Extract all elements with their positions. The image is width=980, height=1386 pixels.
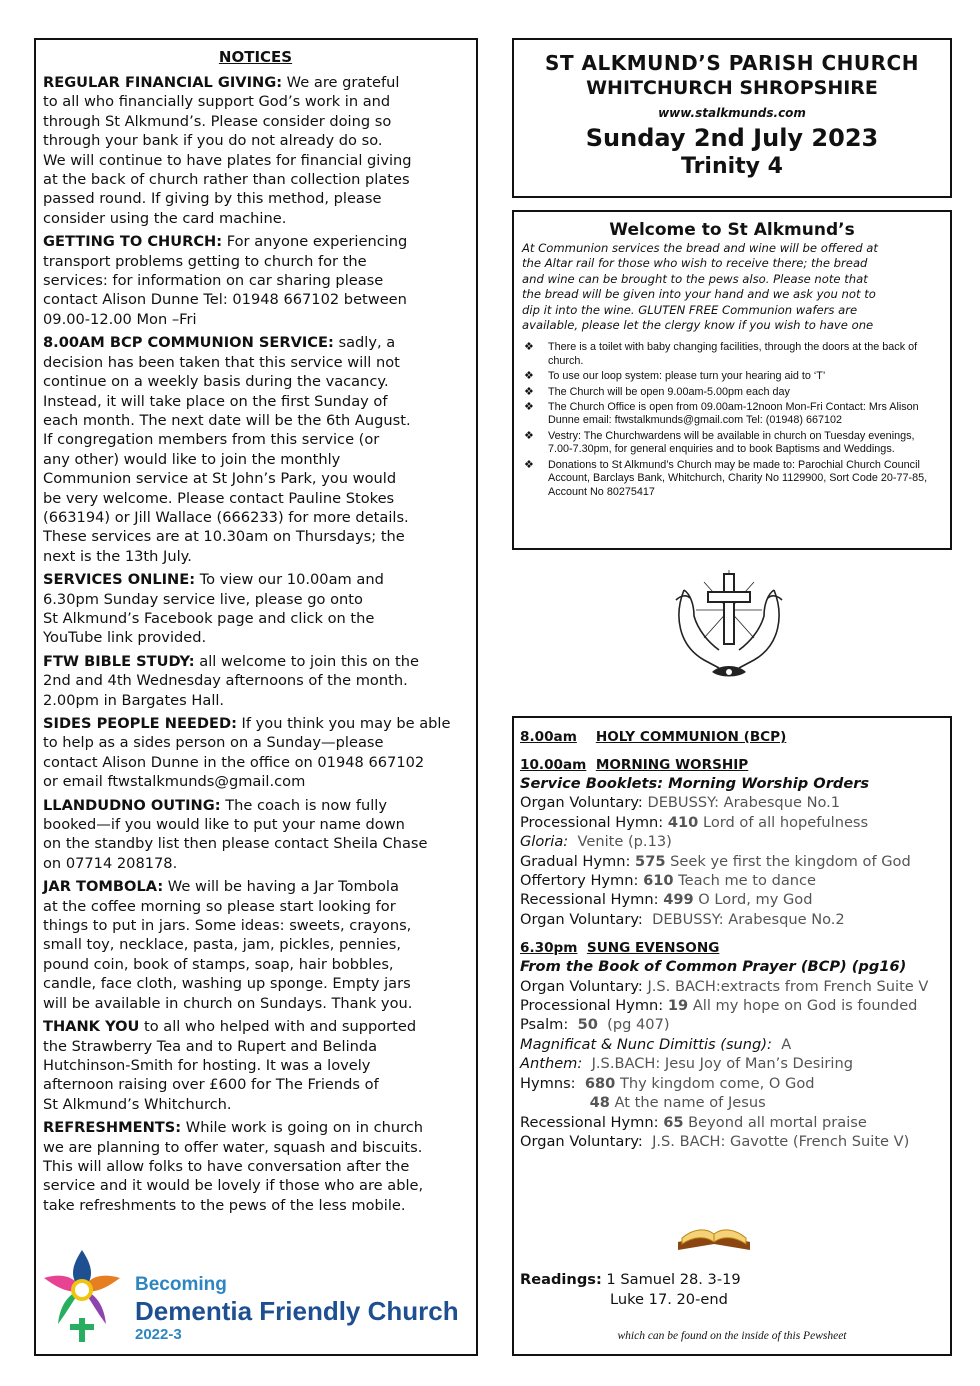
bullet-icon: ❖: [524, 370, 534, 383]
bullet-icon: ❖: [524, 429, 534, 442]
order-text: DEBUSSY: Arabesque No.1: [647, 794, 841, 812]
service-order-row: [520, 871, 944, 890]
notice-line: be very welcome. Please contact Pauline Stokes: [43, 489, 395, 507]
notice-line: on 07714 208178.: [43, 854, 178, 872]
website-link[interactable]: www.stalkmunds.com: [658, 106, 806, 120]
order-text: Teach me to dance: [673, 872, 817, 890]
order-text: Thy kingdom come, O God: [615, 1074, 815, 1092]
cross-hands-icon: [664, 560, 794, 690]
service-order-row: [520, 813, 944, 832]
notice-line: These services are at 10.30am on Thursdays; the: [43, 528, 405, 546]
order-label: [520, 1094, 590, 1111]
order-text: A: [771, 1035, 792, 1053]
service-order-row: [520, 1113, 944, 1132]
notice-line: the Strawberry Tea and to Rupert and Belinda: [43, 1037, 378, 1055]
evensong-order: [520, 977, 944, 1152]
notice-line: While work is going on in church: [181, 1119, 424, 1137]
notice-line: Instead, it will take place on the first Sunday of: [43, 392, 388, 410]
order-text: O Lord, my God: [693, 891, 813, 909]
hymn-number: 50: [577, 1016, 598, 1034]
welcome-intro-line: dip it into the wine. GLUTEN FREE Communion wafers are: [522, 302, 858, 317]
notice-line: St Alkmund’s Whitchurch.: [43, 1095, 232, 1113]
notice-line: If you think you may be able: [236, 715, 451, 732]
hymn-number: 575: [635, 852, 666, 870]
notice-title: THANK YOU: [43, 1018, 140, 1036]
welcome-bullets: [522, 341, 942, 498]
service-name: MORNING WORSHIP: [595, 757, 749, 773]
welcome-bullet-text: There is a toilet with baby changing facilities, through the doors at the back of church.: [548, 341, 918, 367]
order-text: Venite (p.13): [568, 833, 672, 851]
welcome-bullet-text: Donations to St Alkmund’s Church may be made to: Parochial Church Council Account, Barclays Bank, Whitchurch, Charity No 1129900, Sort Code 20-77-85, Account No 80275417: [548, 458, 928, 498]
notice-line: take refreshments to the pews of the less mobile.: [43, 1196, 406, 1214]
welcome-intro-line: and wine can be brought to the pews also. Please note that: [522, 271, 868, 286]
service-morning-worship: [520, 756, 944, 774]
welcome-bullet: [522, 459, 942, 499]
hymn-number: 680: [584, 1074, 616, 1092]
notice-line: passed round. If giving by this method, please: [43, 190, 382, 208]
notice-line: The coach is now fully: [220, 796, 387, 814]
notice-line: We are grateful: [282, 74, 400, 91]
notice-line: YouTube link provided.: [43, 629, 207, 647]
order-label: Anthem:: [520, 1055, 583, 1073]
notices-heading: NOTICES: [218, 48, 293, 66]
reading-2: Luke 17. 20-end: [610, 1291, 728, 1308]
order-text: All my hope on God is founded: [688, 997, 918, 1015]
notice-line: service and it would be lovely if those who are able,: [43, 1177, 424, 1195]
service-order-row: [520, 996, 944, 1015]
notice-title: JAR TOMBOLA:: [43, 878, 164, 896]
service-name: SUNG EVENSONG: [586, 940, 720, 957]
notice-line: afternoon raising over £600 for The Friends of: [43, 1076, 379, 1094]
notice-item: [43, 333, 468, 566]
order-label: Gloria:: [520, 833, 569, 851]
welcome-bullet: [522, 401, 942, 428]
notice-line: (663194) or Jill Wallace (666233) for more details.: [43, 508, 409, 526]
service-evensong: [520, 939, 944, 957]
welcome-bullet-text: The Church Office is open from 09.00am-12noon Mon-Fri Contact: Mrs Alison Dunne email: ftwstalkmunds@gmail.com Tel: (01948) 667102: [548, 401, 919, 427]
notice-item: [43, 570, 468, 648]
service-name: HOLY COMMUNION (BCP): [595, 729, 787, 745]
order-label: Psalm:: [520, 1016, 578, 1034]
order-label: Organ Voluntary:: [520, 1132, 653, 1150]
order-label: Recessional Hymn:: [520, 891, 664, 909]
notice-line: 2.00pm in Bargates Hall.: [43, 691, 225, 709]
service-subtitle: Service Booklets: Morning Worship Orders: [520, 775, 870, 792]
welcome-panel: [512, 210, 952, 550]
order-text: J.S. BACH: Gavotte (French Suite V): [652, 1132, 910, 1150]
notice-line: small toy, necklace, pasta, jam, pickles, pennies,: [43, 936, 402, 954]
notice-line: candle, face cloth, washing up sponge. Empty jars: [43, 975, 411, 993]
notice-item: [43, 796, 468, 874]
notice-line: at the coffee morning so please start looking for: [43, 897, 396, 915]
notice-line: on the standby list then please contact Sheila Chase: [43, 835, 428, 853]
bullet-icon: ❖: [524, 341, 534, 354]
notice-line: booked—if you would like to put your name down: [43, 816, 405, 834]
notice-line: will be available in church on Sundays. Thank you.: [43, 994, 413, 1012]
morning-worship-order: [520, 793, 944, 929]
notice-line: things to put in jars. Some ideas: sweets, crayons,: [43, 917, 412, 935]
service-order-row: [520, 1054, 944, 1073]
notice-line: Hutchinson-Smith for hosting. It was a lovely: [43, 1056, 371, 1074]
service-order-row: [520, 852, 944, 871]
welcome-bullet-text: The Church will be open 9.00am-5.00pm each day: [548, 385, 790, 398]
order-label: Processional Hymn:: [520, 813, 668, 831]
notice-item: [43, 714, 468, 792]
service-order-row: [520, 1035, 944, 1054]
notice-line: each month. The next date will be the 6th August.: [43, 411, 411, 429]
notice-item: [43, 877, 468, 1013]
logo-line-2: Dementia Friendly Church: [135, 1296, 459, 1326]
notice-line: services: for information on car sharing please: [43, 272, 384, 290]
hymn-number: 19: [667, 997, 689, 1015]
notice-line: to all who helped with and supported: [139, 1018, 417, 1036]
hymn-number: 499: [663, 891, 694, 909]
notice-line: contact Alison Dunne Tel: 01948 667102 between: [43, 291, 407, 309]
welcome-bullet-text: Vestry: The Churchwardens will be available in church on Tuesday evenings, 7.00-7.30pm, for general enquiries and to book Baptisms and Weddings.: [548, 429, 915, 456]
order-text: Lord of all hopefulness: [698, 813, 869, 831]
notice-item: [43, 652, 468, 710]
welcome-intro-line: At Communion services the bread and wine will be offered at: [522, 241, 878, 255]
service-time: 8.00am: [520, 729, 577, 745]
welcome-bullet: [522, 370, 942, 383]
notice-title: REGULAR FINANCIAL GIVING:: [43, 74, 283, 91]
order-label: Hymns:: [520, 1074, 585, 1092]
notice-title: GETTING TO CHURCH:: [43, 233, 223, 251]
hymn-number: 610: [643, 872, 674, 890]
notice-line: To view our 10.00am and: [195, 571, 384, 589]
service-time: 10.00am: [520, 757, 587, 773]
services-panel: [512, 716, 952, 1356]
service-date: Sunday 2nd July 2023: [585, 124, 879, 152]
reading-1: 1 Samuel 28. 3-19: [601, 1271, 741, 1288]
service-order-row: [520, 890, 944, 909]
notice-line: This will allow folks to have conversation after the: [43, 1157, 410, 1175]
notice-item: [43, 1118, 468, 1215]
notice-line: continue on a weekly basis during the vacancy.: [43, 373, 389, 391]
notice-line: contact Alison Dunne in the office on 01948 667102: [43, 753, 425, 771]
order-text: DEBUSSY: Arabesque No.2: [652, 910, 845, 928]
notice-line: pound coin, book of stamps, soap, hair bobbles,: [43, 955, 394, 973]
order-label: Recessional Hymn:: [520, 1113, 664, 1131]
notice-line: 09.00-12.00 Mon –Fri: [43, 310, 197, 328]
notice-line: Communion service at St John’s Park, you would: [43, 470, 397, 488]
service-holy-communion: [520, 728, 944, 746]
dementia-friendly-logo: [40, 1254, 476, 1344]
order-label: Processional Hymn:: [520, 997, 668, 1015]
hymn-number: 65: [663, 1113, 684, 1131]
church-location: WHITCHURCH SHROPSHIRE: [586, 77, 878, 99]
notice-line: 6.30pm Sunday service live, please go onto: [43, 590, 363, 608]
notice-item: [43, 232, 468, 329]
readings-label: Readings:: [520, 1271, 602, 1288]
notice-line: We will be having a Jar Tombola: [163, 878, 399, 896]
notice-title: 8.00AM BCP COMMUNION SERVICE:: [43, 334, 334, 352]
service-order-row: [520, 832, 944, 851]
notice-line: any other) would like to join the monthly: [43, 450, 341, 468]
readings-footnote: which can be found on the inside of this Pewsheet: [617, 1330, 847, 1342]
service-time: 6.30pm: [520, 940, 578, 957]
order-label: Gradual Hymn:: [520, 852, 636, 870]
bullet-icon: ❖: [524, 458, 534, 471]
hymn-number: 48: [589, 1094, 610, 1112]
welcome-intro-line: the bread will be given into your hand and we ask you not to: [522, 287, 876, 302]
notice-line: to help as a sides person on a Sunday—please: [43, 734, 384, 752]
notice-line: 2nd and 4th Wednesday afternoons of the month.: [43, 672, 408, 690]
order-text: Seek ye first the kingdom of God: [665, 852, 911, 870]
notice-line: consider using the card machine.: [43, 209, 287, 227]
notice-title: REFRESHMENTS:: [43, 1119, 182, 1137]
service-subtitle: From the Book of Common Prayer (BCP) (pg16): [520, 958, 907, 976]
welcome-bullet: [522, 386, 942, 399]
welcome-intro-line: the Altar rail for those who wish to receive there; the bread: [522, 256, 868, 271]
order-text: J.S.BACH: Jesu Joy of Man’s Desiring: [582, 1055, 854, 1073]
notice-title: SIDES PEOPLE NEEDED:: [43, 715, 237, 732]
open-bible-icon: [674, 1206, 754, 1256]
notice-list: [43, 73, 468, 1215]
hymn-number: 410: [667, 813, 699, 831]
notice-line: at the back of church rather than collection plates: [43, 171, 410, 189]
notice-line: sadly, a: [333, 334, 396, 352]
welcome-bullet-text: To use our loop system: please turn your hearing aid to ‘T’: [548, 370, 826, 383]
service-order-row: [520, 1074, 944, 1093]
notices-panel: [34, 38, 478, 1356]
readings: [520, 1270, 741, 1310]
notice-line: decision has been taken that this service will not: [43, 353, 400, 371]
notice-line: If congregation members from this service (or: [43, 431, 380, 449]
service-order-row: [520, 910, 944, 929]
order-label: Magnificat & Nunc Dimittis (sung):: [520, 1035, 772, 1053]
order-label: Organ Voluntary:: [520, 977, 648, 995]
notice-title: LLANDUDNO OUTING:: [43, 796, 221, 814]
notice-line: to all who financially support God’s work in and: [43, 93, 391, 111]
order-text: At the name of Jesus: [609, 1094, 766, 1112]
order-text: (pg 407): [597, 1016, 670, 1034]
service-order-row: [520, 793, 944, 812]
order-label: Organ Voluntary:: [520, 794, 648, 812]
notice-line: we are planning to offer water, squash and biscuits.: [43, 1138, 423, 1156]
notice-line: or email ftwstalkmunds@gmail.com: [43, 773, 306, 791]
notice-item: [43, 73, 468, 228]
order-label: Offertory Hymn:: [520, 872, 644, 890]
service-order-row: [520, 1093, 944, 1112]
service-order-row: [520, 1132, 944, 1151]
notice-title: SERVICES ONLINE:: [43, 571, 196, 589]
welcome-title: Welcome to St Alkmund’s: [609, 220, 855, 240]
service-order-row: [520, 977, 944, 996]
welcome-bullet: [522, 430, 942, 457]
order-label: Organ Voluntary:: [520, 910, 653, 928]
flower-icon: [40, 1248, 130, 1344]
liturgical-season: Trinity 4: [680, 154, 783, 179]
welcome-bullet: [522, 341, 942, 368]
notice-line: through St Alkmund’s. Please consider doing so: [43, 112, 392, 130]
welcome-intro-line: available, please let the clergy know if you wish to have one: [522, 318, 874, 333]
order-text: J.S. BACH:extracts from French Suite V: [647, 977, 929, 995]
notice-item: [43, 1017, 468, 1114]
welcome-intro: [522, 241, 942, 333]
notice-title: FTW BIBLE STUDY:: [43, 652, 195, 670]
notice-line: next is the 13th July.: [43, 547, 192, 565]
church-name: ST ALKMUND’S PARISH CHURCH: [545, 51, 919, 75]
bullet-icon: ❖: [524, 401, 534, 414]
notice-line: We will continue to have plates for financial giving: [43, 151, 412, 169]
service-order-row: [520, 1015, 944, 1034]
logo-line-1: Becoming: [135, 1274, 227, 1295]
logo-line-3: 2022-3: [135, 1326, 182, 1343]
notice-line: For anyone experiencing: [222, 233, 408, 251]
notice-line: through your bank if you do not already do so.: [43, 132, 383, 150]
order-text: Beyond all mortal praise: [683, 1113, 867, 1131]
masthead: [512, 38, 952, 198]
notice-line: transport problems getting to church for the: [43, 252, 367, 270]
notice-line: St Alkmund’s Facebook page and click on the: [43, 609, 375, 627]
bullet-icon: ❖: [524, 385, 534, 398]
notice-line: all welcome to join this on the: [194, 652, 419, 670]
